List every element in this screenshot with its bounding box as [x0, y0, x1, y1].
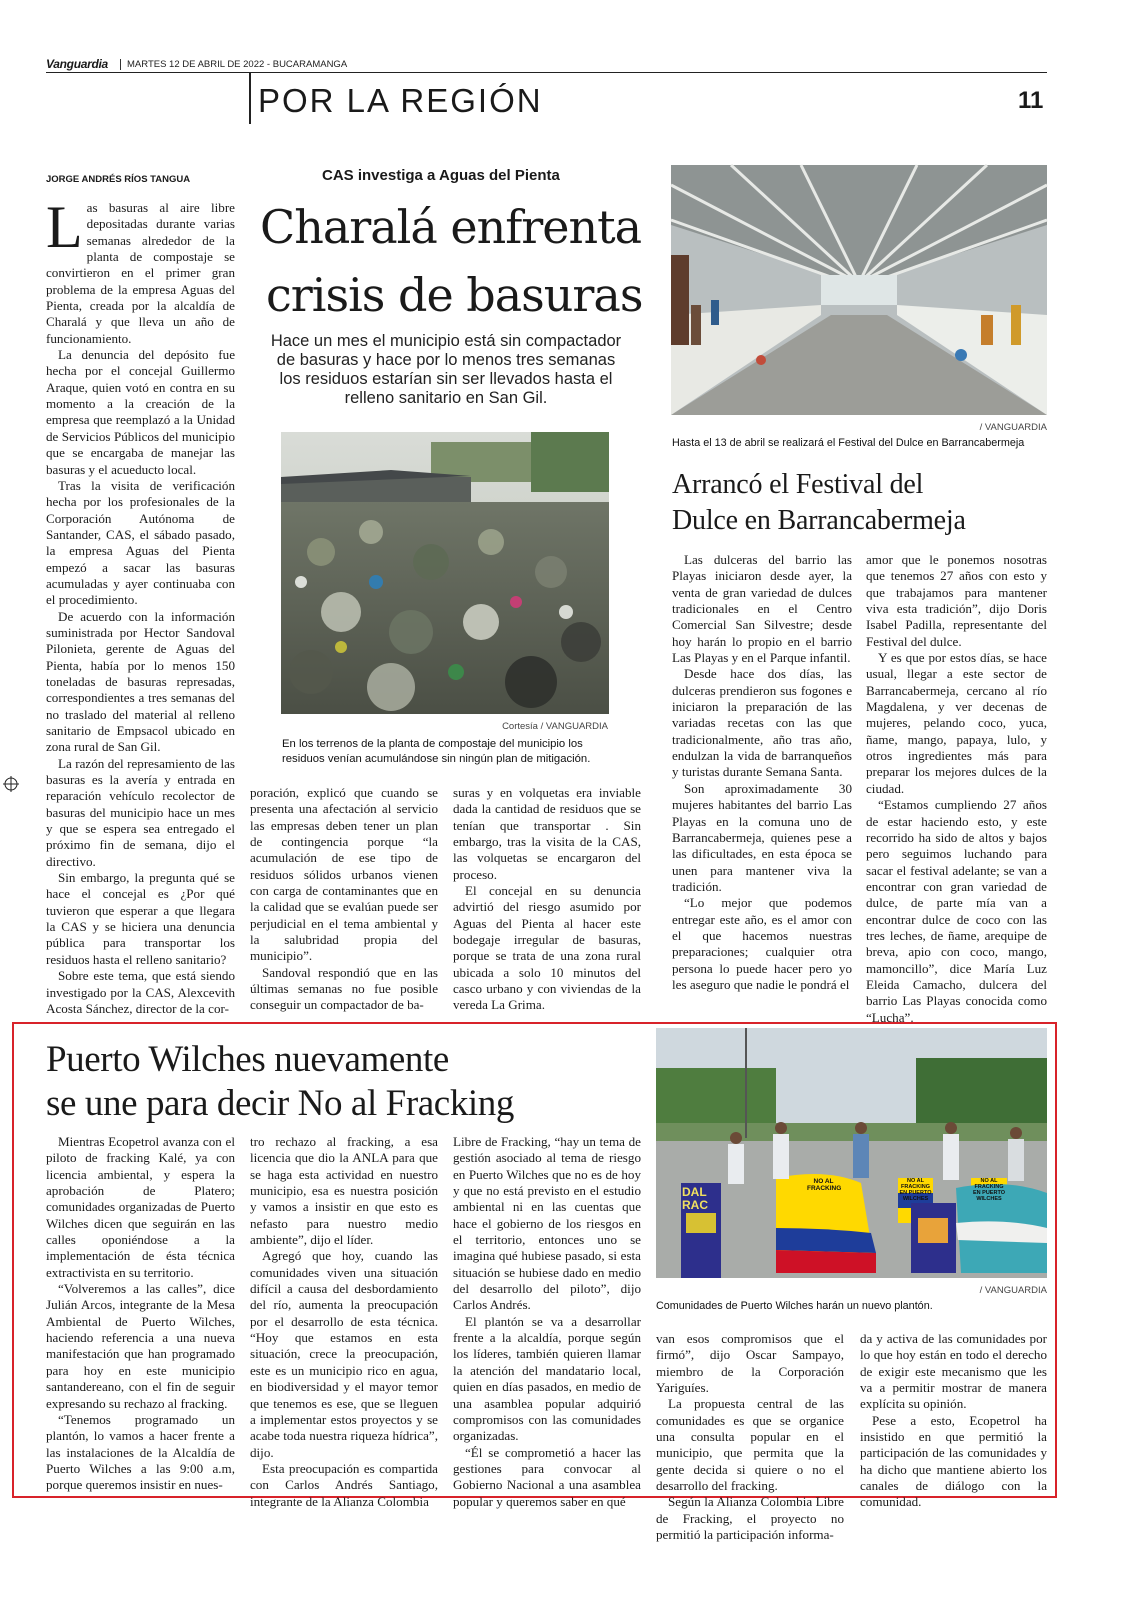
section-bar — [249, 72, 251, 124]
festival-column-2 — [866, 552, 1047, 1025]
festival-paragraph: Desde hace dos días, las dulceras prendieron sus fogones e iniciaron la preparación de las variadas recetas con las que tradicionalmente, año tras año, endulzan la vida de barranqueños y turistas durante Semana Santa. — [672, 666, 852, 780]
fracking-paragraph: van esos compromisos que el firmó”, dijo Oscar Sampayo, miembro de la Corporación Yariguíes. — [656, 1331, 844, 1396]
charala-paragraph: Sandoval respondió que en las últimas semanas no fue posible conseguir un compactador de ba- — [250, 964, 438, 1013]
fracking-column-4 — [656, 1331, 844, 1543]
header-rule — [46, 72, 1047, 73]
festival-paragraph: Y es que por estos días, se hace usual, llegar a este sector de Barrancabermeja, cercano al río Magdalena, y ver decenas de mujeres, pelando coco, yuca, ñame, mango, papaya, lulo, y otros ingredientes más para preparar los mejores dulces de la ciudad. — [866, 650, 1047, 796]
festival-headline-line-1: Arrancó el Festival del — [672, 469, 924, 500]
festival-paragraph: “Lo mejor que podemos entregar este año, es el amor con el que hacemos nuestras preparaciones; cualquier otra persona lo puede hacer pero yo les aseguro que nadie le pondrá el — [672, 895, 852, 992]
fracking-paragraph: “Tenemos programado un plantón, lo vamos a hacer frente a las instalaciones de la Alcaldía de Puerto Wilches a las 9:00 a.m, porque queremos insistir en nues- — [46, 1411, 235, 1493]
fracking-paragraph: tro rechazo al fracking, a esa licencia que dio la ANLA para que se haga esta actividad en nuestro municipio, esa es nuestra posición y vamos a insistir en que esto es nefasto para nuestro medio ambiente”, dijo el líder. — [250, 1134, 438, 1248]
charala-paragraph: La razón del represamiento de las basuras es la avería y entrada en reparación vehículo recolector de basuras del municipio hace un mes y que se espera sea entregado el próximo fin de semana, dijo el directivo. — [46, 755, 235, 869]
protest-banner-1: NO AL FRACKING — [807, 1178, 842, 1192]
drum-text: DAL RAC — [682, 1185, 708, 1212]
charala-paragraph: Sobre este tema, que está siendo investigado por la CAS, Alexcevith Acosta Sánchez, director de la cor- — [46, 968, 235, 1016]
fracking-paragraph: El plantón se va a desarrollar frente a la alcaldía, porque según los líderes, también quieren llamar la atención del mandatario local, quien en días pasados, en medio de una asamblea popular adquirió compromisos con las comunidades organizadas. — [453, 1313, 641, 1444]
fracking-headline-line-2: se une para decir No al Fracking — [46, 1083, 515, 1124]
festival-column-1 — [672, 552, 852, 1002]
fracking-paragraph: Esta preocupación es compartida con Carlos Andrés Santiago, integrante de la Alianza Colombia — [250, 1460, 438, 1509]
fracking-column-3 — [453, 1134, 641, 1509]
landfill-photo-credit: Cortesía / VANGUARDIA — [502, 721, 608, 732]
charala-column-1 — [46, 194, 235, 1016]
landfill-photo — [281, 432, 609, 714]
dropcap: L — [46, 194, 83, 260]
fracking-paragraph: Agregó que hoy, cuando las comunidades viven una situación difícil a causa del desbordamiento del río, aumenta la preocupación por el desarrollo de esta técnica. “Hoy que estamos en esta situación, crece la preocupación, este es un municipio rico en agua, en biodiversidad y el mayor temor que tenemos es ese, que se lleguen a implementar estos proyectos y se acabe toda nuestra riqueza hídrica”, dijo. — [250, 1248, 438, 1460]
page-number: 11 — [1018, 87, 1044, 114]
masthead-brand: Vanguardia — [46, 57, 108, 71]
fracking-paragraph: da y activa de las comunidades por lo que hoy están en todo el derecho de exigir este mecanismo que les va a permitir mostrar de manera explícita su opinión. — [860, 1331, 1047, 1412]
charala-headline-line-2: crisis de basuras — [266, 268, 643, 322]
protest-banner-2: NO AL FRACKING EN PUERTO WILCHES — [899, 1178, 932, 1202]
protest-banner-3: NO AL FRACKING EN PUERTO WILCHES — [973, 1178, 1005, 1202]
festival-paragraph: amor que le ponemos nosotras que tenemos 27 años con esto y que trabajamos para mantener viva esta tradición”, dijo Doris Isabel Padilla, representante del Festival del dulce. — [866, 552, 1047, 649]
charala-paragraph: El concejal en su denuncia advirtió del riesgo asumido por Aguas del Pienta al hacer este bodegaje irregular de basuras, porque se trata de una zona rural ubicada a solo 10 minutos del casco urbano y con viviendas de la vereda La Grima. — [453, 883, 641, 1013]
fracking-paragraph: “Volveremos a las calles”, dice Julián Arcos, integrante de la Mesa Ambiental de Puerto Wilches, haciendo referencia a una nueva manifestación que han programado para hoy en este municipio santandereano, con el fin de seguir expresando su rechazo al fracking. — [46, 1281, 235, 1411]
fracking-headline-line-1: Puerto Wilches nuevamente — [46, 1039, 449, 1080]
protest-photo-credit: / VANGUARDIA — [979, 1285, 1047, 1296]
festival-photo-caption: Hasta el 13 de abril se realizará el Festival del Dulce en Barrancabermeja — [672, 437, 1025, 449]
charala-headline-line-1: Charalá enfrenta — [260, 200, 642, 254]
fracking-paragraph: La propuesta central de las comunidades es que se organice una consulta popular en el municipio, que permita que la gente decida si quiere o no el desarrollo del fracking. — [656, 1396, 844, 1494]
festival-paragraph: Son aproximadamente 30 mujeres habitantes del barrio Las Playas en la comuna uno de Barrancabermeja, quienes pese a las dificultades, en esta época se unen para mantener viva la tradición. — [672, 780, 852, 894]
masthead-divider — [120, 59, 121, 70]
charala-paragraph: De acuerdo con la información suministrada por Hector Sandoval Pilonieta, gerente de Aguas del Pienta, había por lo menos 150 toneladas de basuras represadas, correspondientes a tres semanas del no traslado del material al relleno sanitario de Empsacol ubicado en zona rural de San Gil. — [46, 608, 235, 755]
charala-paragraph: suras y en volquetas era inviable dada la cantidad de residuos que se tenían que transportar . Sin embargo, tras la visita de la CAS, las volquetas se encargaron del proceso. — [453, 785, 641, 882]
festival-paragraph: Las dulceras del barrio las Playas iniciaron desde ayer, la venta de gran variedad de dulces tradicionales en el Centro Comercial San Silvestre; desde hoy harán lo propio en el barrio Las Playas y en el Parque infantil. — [672, 552, 852, 666]
protest-photo-caption: Comunidades de Puerto Wilches harán un nuevo plantón. — [656, 1300, 933, 1312]
festival-headline-line-2: Dulce en Barrancabermeja — [672, 505, 966, 536]
byline: JORGE ANDRÉS RÍOS TANGUA — [46, 174, 191, 185]
landfill-photo-caption: En los terrenos de la planta de compostaje del municipio los residuos venían acumulándose sin ningún plan de mitigación. — [282, 738, 591, 765]
charala-column-2 — [250, 785, 438, 1013]
protest-image — [656, 1028, 1047, 1278]
fracking-paragraph: Mientras Ecopetrol avanza con el piloto de fracking Kalé, ya con licencia ambiental, y espera la aprobación de Platero; comunidades organizadas de Puerto Wilches dicen que seguirán en las calles oponiéndose a la implementación de ésta técnica extractivista en su territorio. — [46, 1134, 235, 1280]
fracking-paragraph: Pese a esto, Ecopetrol ha insistido en que permitió la participación de las comunidades y ha dicho que mantiene abierto los canales de diálogo con la comunidad. — [860, 1412, 1047, 1510]
crosshair-icon — [3, 776, 19, 792]
festival-image — [671, 165, 1047, 415]
festival-photo — [671, 165, 1047, 415]
festival-photo-credit: / VANGUARDIA — [979, 422, 1047, 433]
charala-paragraph: Las basuras al aire libre depositadas durante varias semanas alrededor de la planta de compostaje se convirtieron en el primer gran problema de la empresa Aguas del Pienta, creada por la alcaldía de Charalá y que lleva un año de funcionamiento. — [46, 194, 235, 346]
charala-paragraph: poración, explicó que cuando se presenta una afectación al servicio las empresas deben tener un plan de contingencia porque “la acumulación de ese tipo de residuos sólidos urbanos vienen con carga de contaminantes que en la calidad que se evalúan puede ser perjudicial en el tema ambiental y la salubridad propia del municipio”. — [250, 785, 438, 964]
charala-deck: Hace un mes el municipio está sin compactador de basuras y hace por lo menos tres semanas los residuos estarían sin ser llevados hasta el relleno sanitario en San Gil. — [270, 332, 622, 407]
fracking-column-2 — [250, 1134, 438, 1509]
protest-photo — [656, 1028, 1047, 1278]
kicker: CAS investiga a Aguas del Pienta — [322, 167, 560, 184]
fracking-paragraph: “Él se comprometió a hacer las gestiones para convocar al Gobierno Nacional a una asamblea popular y queremos saber en qué — [453, 1444, 641, 1509]
festival-paragraph: “Estamos cumpliendo 27 años de estar haciendo esto, y este recorrido ha sido de altos y bajos pero seguimos luchando para sacar el festival adelante; se van a encontrar con gran variedad de dulce, de parte mía van a encontrar dulce de coco con las tres leches, de ñame, arequipe de breva, apio con coco, mango, mamoncillo”, dice María Luz Eleida Camacho, dulcera del barrio Las Playas conocida como “Lucha”. — [866, 797, 1047, 1025]
section-title: POR LA REGIÓN — [258, 82, 543, 119]
dateline: MARTES 12 DE ABRIL DE 2022 - BUCARAMANGA — [127, 59, 348, 70]
landfill-image — [281, 432, 609, 714]
charala-paragraph: La denuncia del depósito fue hecha por el concejal Guillermo Araque, quien votó en contra en su momento a la creación de la empresa que reemplazó a la Unidad de Servicios Públicos del municipio que se encargaba de manejar las basuras y el acueducto local. — [46, 347, 235, 477]
charala-paragraph: Sin embargo, la pregunta qué se hace el concejal es ¿Por qué tuvieron que esperar a que llegara la CAS y se hiciera una denuncia pública para transportar los residuos hasta el relleno sanitario? — [46, 870, 235, 967]
charala-column-3 — [453, 785, 641, 1013]
fracking-paragraph: Libre de Fracking, “hay un tema de gestión asociado al tema de riesgo en Puerto Wilches que no es de hoy y que no está previsto en el estudio ambiental ni en las cuentas que hace el gobierno de los riesgos en el territorio, entonces uno se imagina qué hubiese pasado, si esta situación se hubiese dado en medio del desarrollo del piloto”, dijo Carlos Andrés. — [453, 1134, 641, 1313]
fracking-column-5 — [860, 1331, 1047, 1510]
registration-mark — [3, 776, 19, 792]
fracking-column-1 — [46, 1134, 235, 1493]
fracking-paragraph: Según la Alianza Colombia Libre de Fracking, el proyecto no permitió la participación informa- — [656, 1494, 844, 1543]
charala-paragraph: Tras la visita de verificación hecha por los profesionales de la Corporación Autónoma de Santander, CAS, el sábado pasado, la empresa Aguas del Pienta empezó a sacar las basuras acumuladas y ayer continuaba con el procedimiento. — [46, 477, 235, 608]
